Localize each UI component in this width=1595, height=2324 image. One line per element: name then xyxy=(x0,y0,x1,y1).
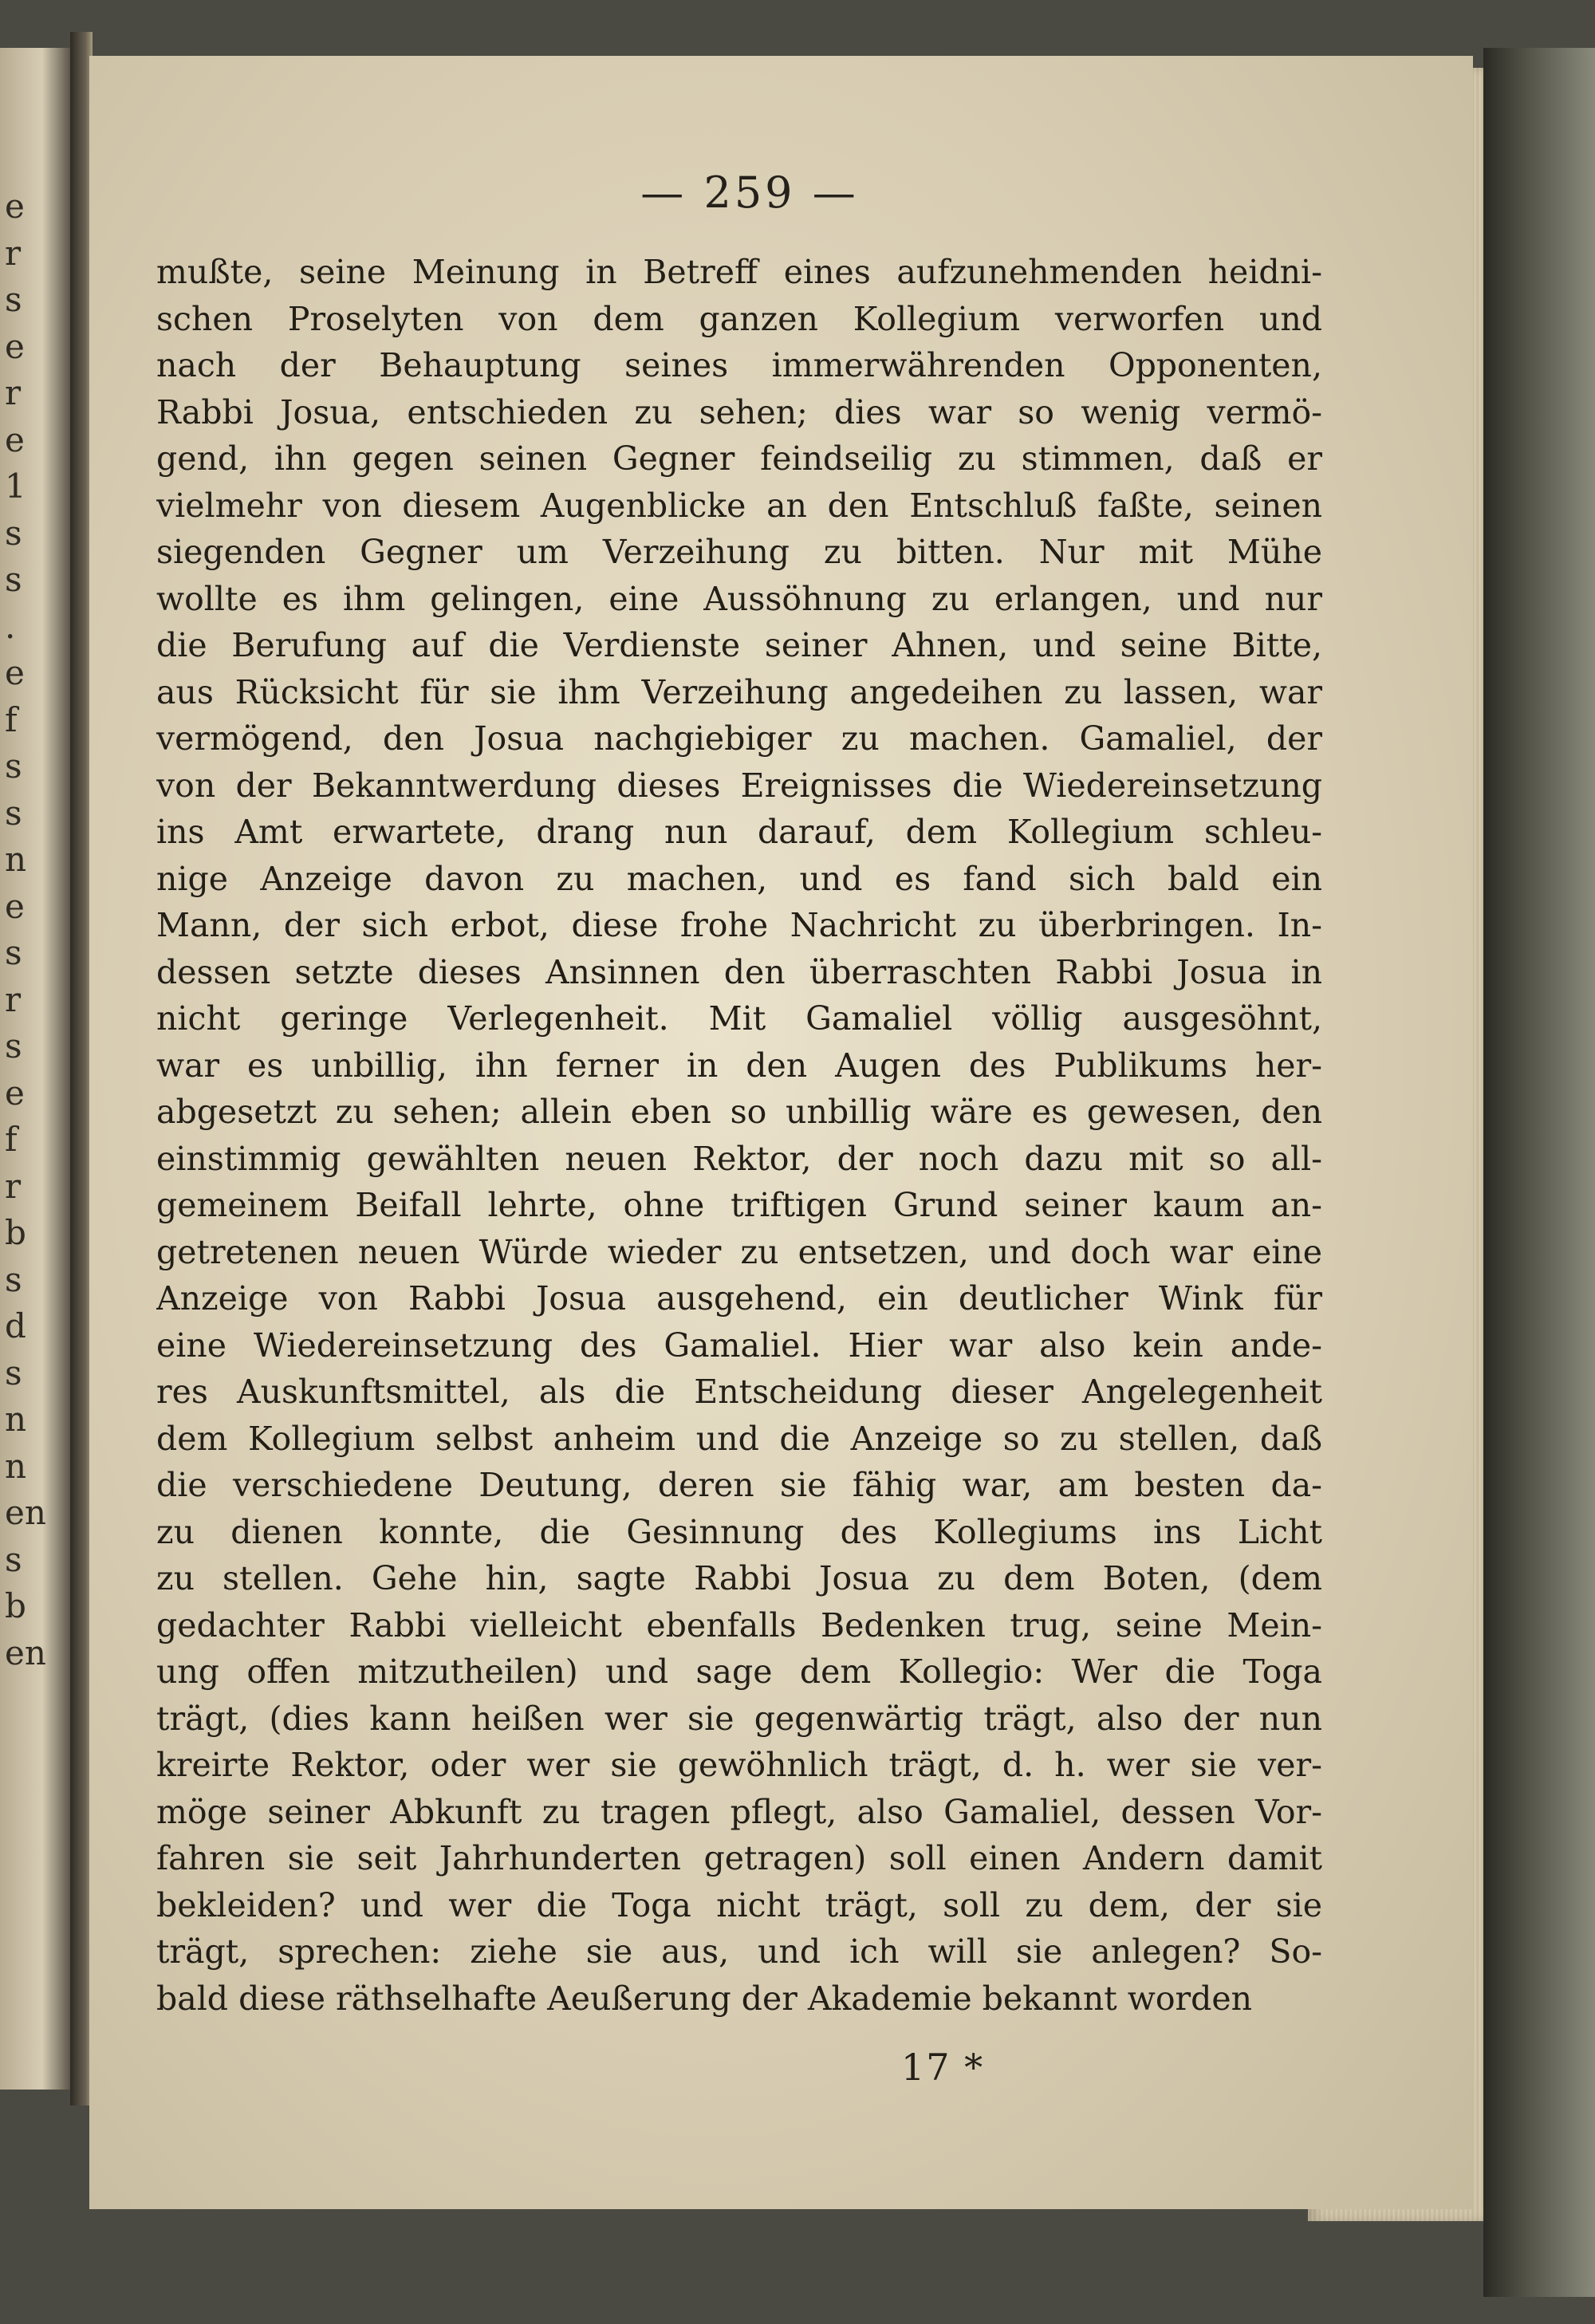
text-line: wollte es ihm gelingen, eine Aussöhnung zu erlangen, und nur xyxy=(156,579,1322,618)
previous-page-fragment: n xyxy=(5,840,27,879)
text-line: trägt, sprechen: ziehe sie aus, und ich will sie anlegen? So- xyxy=(156,1932,1322,1971)
text-line: nach der Behauptung seines immerwährenden Opponenten, xyxy=(156,346,1322,384)
previous-page-fragment: r xyxy=(5,979,22,1019)
text-line: gedachter Rabbi vielleicht ebenfalls Bedenken trug, seine Mein- xyxy=(156,1605,1322,1645)
text-line: gemeinem Beifall lehrte, ohne triftigen Grund seiner kaum an- xyxy=(156,1186,1322,1224)
previous-page-fragment: s xyxy=(5,746,22,786)
previous-page-fragment: s xyxy=(5,1539,22,1579)
book-cover-edge xyxy=(1483,48,1595,2297)
previous-page-fragment: . xyxy=(5,606,16,646)
text-line: eine Wiedereinsetzung des Gamaliel. Hier war also kein ande- xyxy=(156,1325,1322,1365)
previous-page-fragment: e xyxy=(5,420,25,459)
text-line: die verschiedene Deutung, deren sie fähig war, am besten da- xyxy=(156,1466,1322,1504)
previous-page-fragment: r xyxy=(5,233,22,273)
previous-page-fragment: e xyxy=(5,187,25,226)
text-line: Mann, der sich erbot, diese frohe Nachricht zu überbringen. In- xyxy=(156,906,1322,944)
text-line: ung offen mitzutheilen) und sage dem Kollegio: Wer die Toga xyxy=(156,1652,1322,1691)
text-line: zu stellen. Gehe hin, sagte Rabbi Josua zu dem Boten, (dem xyxy=(156,1559,1322,1597)
previous-page-fragment: en xyxy=(5,1633,46,1672)
text-line: bald diese räthselhafte Aeußerung der Akademie bekannt worden xyxy=(156,1979,1253,2018)
previous-page-fragment: r xyxy=(5,1166,22,1206)
previous-page-edge xyxy=(0,48,70,2090)
text-line: aus Rücksicht für sie ihm Verzeihung angedeihen zu lassen, war xyxy=(156,672,1322,711)
previous-page-fragment: s xyxy=(5,1259,22,1299)
text-line: dessen setzte dieses Ansinnen den überraschten Rabbi Josua in xyxy=(156,952,1322,991)
previous-page-fragment: 1 xyxy=(5,467,26,506)
text-line: Anzeige von Rabbi Josua ausgehend, ein deutlicher Wink für xyxy=(156,1279,1322,1318)
page-header: — 259 — xyxy=(640,167,859,218)
previous-page-fragment: e xyxy=(5,653,25,692)
text-line: nicht geringe Verlegenheit. Mit Gamaliel völlig ausgesöhnt, xyxy=(156,999,1322,1038)
previous-page-fragment: e xyxy=(5,1073,25,1113)
previous-page-fragment: en xyxy=(5,1493,46,1532)
text-line: mußte, seine Meinung in Betreff eines aufzunehmenden heidni- xyxy=(156,253,1322,291)
previous-page-fragment: s xyxy=(5,1353,22,1392)
previous-page-fragment: e xyxy=(5,326,25,366)
text-line: vielmehr von diesem Augenblicke an den Entschluß faßte, seinen xyxy=(156,486,1322,525)
text-line: die Berufung auf die Verdienste seiner Ahnen, und seine Bitte, xyxy=(156,626,1322,664)
text-line: nige Anzeige davon zu machen, und es fand sich bald ein xyxy=(156,859,1322,898)
text-line: getretenen neuen Würde wieder zu entsetzen, und doch war eine xyxy=(156,1232,1322,1271)
previous-page-fragment: s xyxy=(5,933,22,972)
previous-page-fragment: f xyxy=(5,699,18,739)
text-line: schen Proselyten von dem ganzen Kollegium verworfen und xyxy=(156,299,1322,338)
text-line: zu dienen konnte, die Gesinnung des Kollegiums ins Licht xyxy=(156,1512,1322,1551)
text-line: bekleiden? und wer die Toga nicht trägt, soll zu dem, der sie xyxy=(156,1885,1322,1924)
previous-page-fragment: s xyxy=(5,280,22,319)
text-line: trägt, (dies kann heißen wer sie gegenwärtig trägt, also der nun xyxy=(156,1699,1322,1738)
text-line: abgesetzt zu sehen; allein eben so unbillig wäre es gewesen, den xyxy=(156,1093,1322,1131)
previous-page-fragment: f xyxy=(5,1120,18,1159)
previous-page-fragment: n xyxy=(5,1446,27,1486)
previous-page-fragment: r xyxy=(5,373,22,412)
text-line: Rabbi Josua, entschieden zu sehen; dies war so wenig vermö- xyxy=(156,392,1322,431)
previous-page-fragment: s xyxy=(5,793,22,833)
text-line: res Auskunftsmittel, als die Entscheidung dieser Angelegenheit xyxy=(156,1373,1322,1411)
previous-page-fragment: e xyxy=(5,886,25,926)
text-line: vermögend, den Josua nachgiebiger zu machen. Gamaliel, der xyxy=(156,719,1322,758)
text-line: siegenden Gegner um Verzeihung zu bitten. Nur mit Mühe xyxy=(156,533,1322,571)
text-line: möge seiner Abkunft zu tragen pflegt, also Gamaliel, dessen Vor- xyxy=(156,1792,1322,1831)
previous-page-fragment: b xyxy=(5,1213,26,1252)
previous-page-fragment: s xyxy=(5,513,22,553)
text-line: war es unbillig, ihn ferner in den Augen des Publikums her- xyxy=(156,1046,1322,1085)
text-line: gend, ihn gegen seinen Gegner feindseilig zu stimmen, daß er xyxy=(156,439,1322,478)
text-line: einstimmig gewählten neuen Rektor, der noch dazu mit so all- xyxy=(156,1139,1322,1178)
previous-page-fragment: b xyxy=(5,1586,26,1625)
previous-page-fragments xyxy=(5,183,61,1676)
text-line: ins Amt erwartete, drang nun darauf, dem Kollegium schleu- xyxy=(156,813,1322,851)
text-line: von der Bekanntwerdung dieses Ereignisses die Wiedereinsetzung xyxy=(156,766,1322,805)
signature-mark: 17 * xyxy=(901,2046,985,2089)
previous-page-fragment: s xyxy=(5,1026,22,1065)
text-line: dem Kollegium selbst anheim und die Anzeige so zu stellen, daß xyxy=(156,1419,1322,1458)
body-text xyxy=(156,249,1322,2022)
text-line: kreirte Rektor, oder wer sie gewöhnlich trägt, d. h. wer sie ver- xyxy=(156,1746,1322,1784)
text-line: fahren sie seit Jahrhunderten getragen) soll einen Andern damit xyxy=(156,1839,1322,1877)
previous-page-fragment: n xyxy=(5,1400,27,1439)
previous-page-fragment: d xyxy=(5,1306,26,1345)
previous-page-fragment: s xyxy=(5,560,22,599)
